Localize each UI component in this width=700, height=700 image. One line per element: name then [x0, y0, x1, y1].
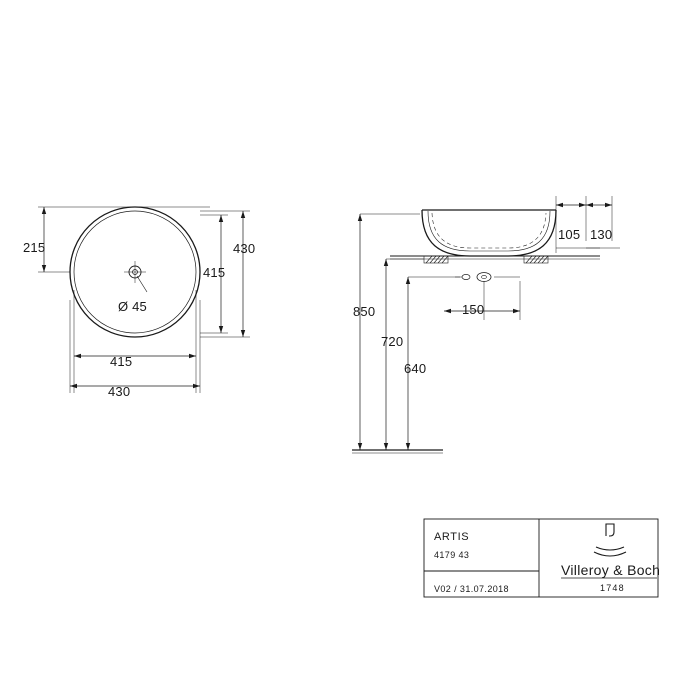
basin-inner-section	[428, 211, 550, 251]
brand-name-label: Villeroy & Boch	[561, 562, 661, 578]
title-block-article-number: 4179 43	[434, 550, 470, 560]
arrow-430r-top	[241, 211, 245, 218]
basin-hidden-profile-section	[432, 213, 546, 248]
arrow-415r-bottom	[219, 326, 223, 333]
dim-label-415-right: 415	[203, 265, 226, 280]
tap-hole-left	[462, 274, 470, 279]
arrow-640-top	[406, 277, 410, 284]
dim-label-640: 640	[404, 361, 427, 376]
dim-label-430-bottom: 430	[108, 384, 131, 399]
dim-label-850: 850	[353, 304, 376, 319]
arrow-640-bottom	[406, 443, 410, 450]
title-block-revision: V02 / 31.07.2018	[434, 584, 509, 594]
dim-label-430-right: 430	[233, 241, 256, 256]
basin-outline-section	[422, 210, 556, 256]
arrow-430b-left	[70, 384, 77, 388]
arrow-850-top	[358, 214, 362, 221]
drain-opening-inner-section	[482, 275, 487, 278]
dim-label-drain-diameter: Ø 45	[118, 299, 147, 314]
arrow-130-left	[586, 203, 593, 207]
arrow-430r-bottom	[241, 330, 245, 337]
arrow-850-bottom	[358, 443, 362, 450]
dim-label-215: 215	[23, 240, 46, 255]
drain-opening-section	[477, 273, 491, 282]
dim-label-415-bottom: 415	[110, 354, 133, 369]
arrow-720-top	[384, 259, 388, 266]
countertop-hatching	[424, 256, 548, 263]
arrow-150-right	[513, 309, 520, 313]
dim-label-130: 130	[590, 227, 613, 242]
arrow-215-bottom	[42, 265, 46, 272]
arrow-720-bottom	[384, 443, 388, 450]
dim-label-105: 105	[558, 227, 581, 242]
drain-leader-line	[137, 276, 147, 292]
arrow-415b-right	[189, 354, 196, 358]
title-block-product-name: ARTIS	[434, 531, 470, 543]
brand-mark-icon	[594, 524, 626, 556]
arrow-430b-right	[193, 384, 200, 388]
arrow-415r-top	[219, 215, 223, 222]
dim-label-150: 150	[462, 302, 485, 317]
arrow-215-top	[42, 207, 46, 214]
dim-label-720: 720	[381, 334, 404, 349]
arrow-105-left	[556, 203, 563, 207]
arrow-130-right	[605, 203, 612, 207]
arrow-150-left	[444, 309, 451, 313]
arrow-105-right	[579, 203, 586, 207]
brand-year-label: 1748	[600, 583, 625, 593]
arrow-415b-left	[74, 354, 81, 358]
